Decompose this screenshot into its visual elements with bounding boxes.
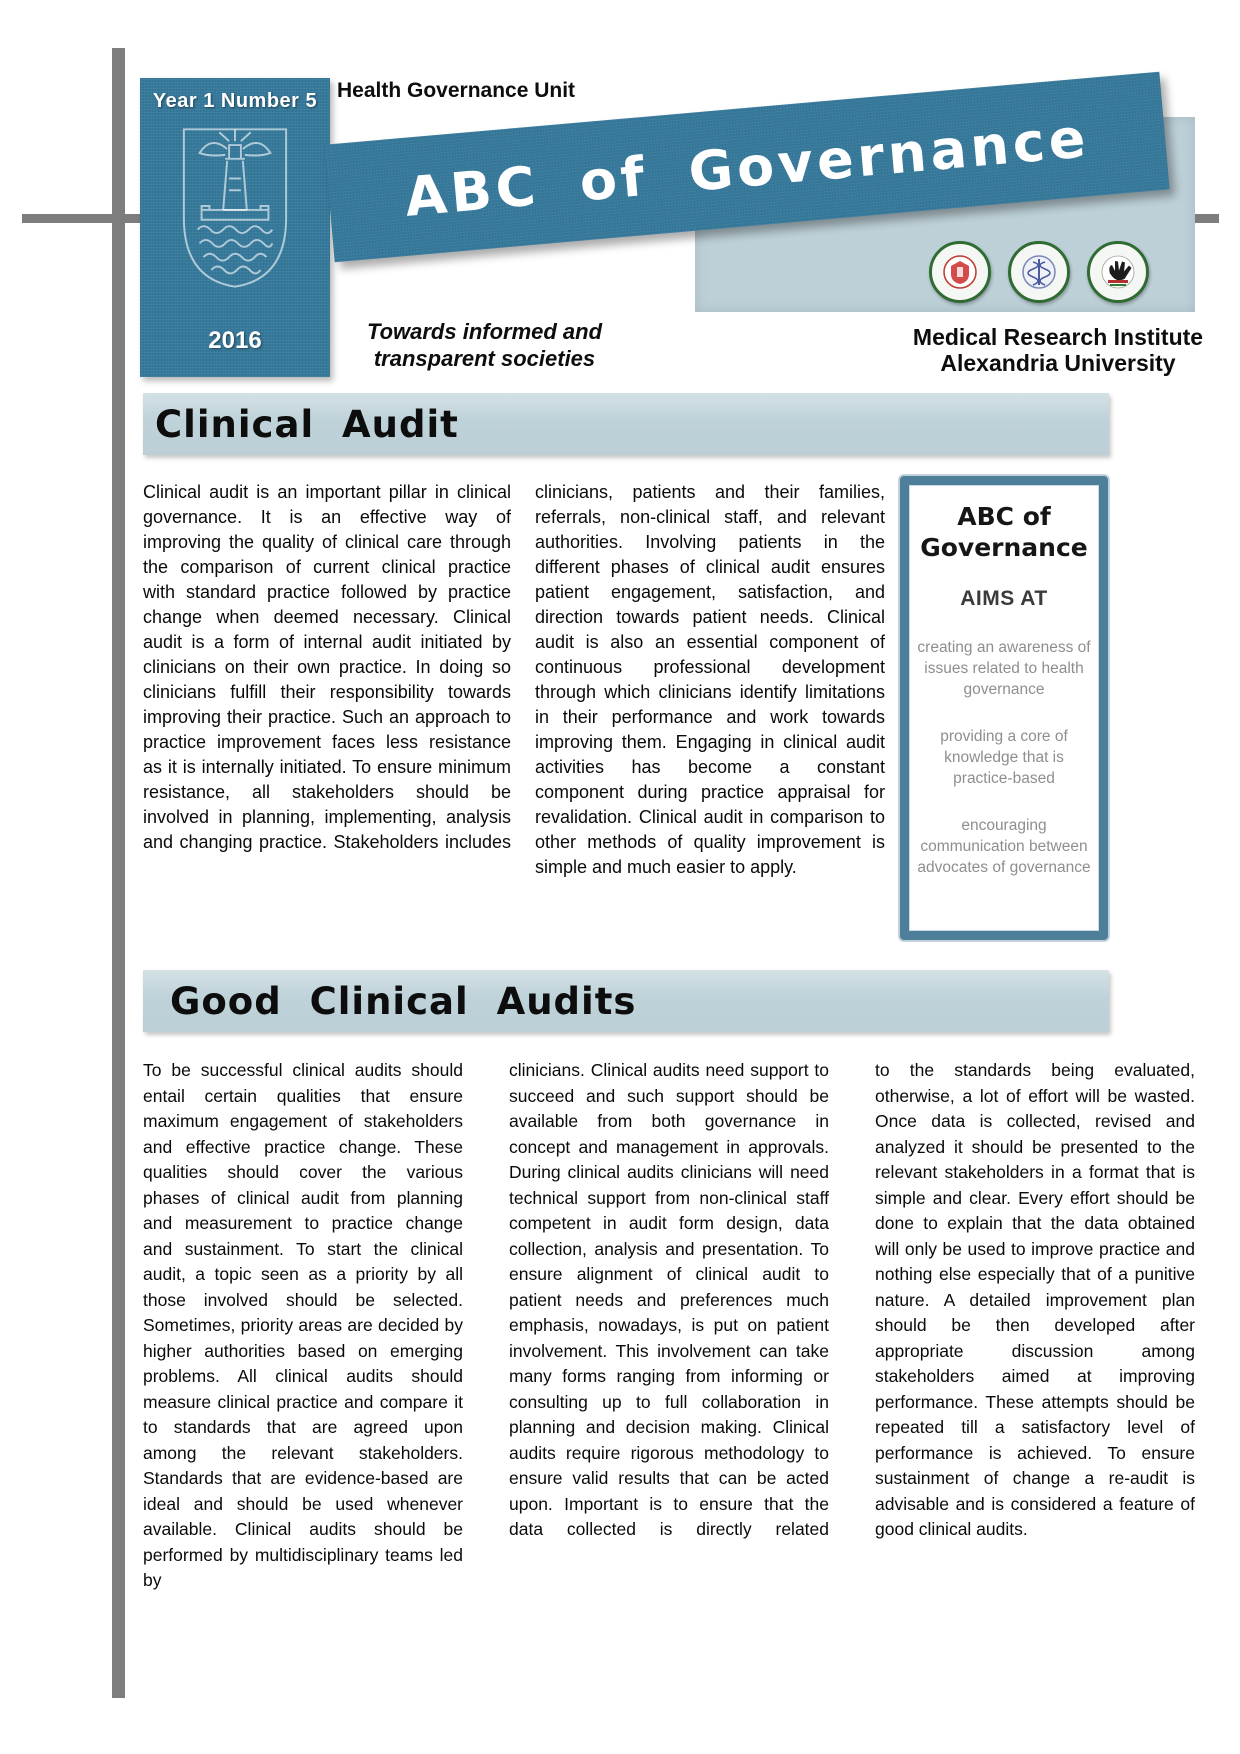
sidebar-subtitle: AIMS AT <box>960 587 1048 610</box>
red-crest-logo-icon <box>929 241 991 303</box>
issue-year: 2016 <box>208 327 262 354</box>
institute-line2: Alexandria University <box>940 350 1176 376</box>
tagline-line2: transparent societies <box>373 346 596 371</box>
banner-title: ABC of Governance <box>402 105 1092 229</box>
clinical-audit-column-1: Clinical audit is an important pillar in clinical governance. It is an effective way of improving the quality of clinical care through the comparison of current clinical practice with standard practice followed by practice change when deemed necessary. Clinical audit is a form of internal audit initiated by clinicians on their own practice. In doing so clinicians fulfill their responsibility towards improving their practice. Such an approach to practice improvement faces less resistance as it is internally initiated. To ensure minimum resistance, all stakeholders should be involved in planning, implementing, analysis and changing practice. Stakeholders includes <box>143 482 511 852</box>
good-audits-column-1: To be successful clinical audits should entail certain qualities that ensure maximum engagement of stakeholders and effective practice change. These qualities should cover the various phases of clinical audit from planning and measurement to practice change and sustainment. To start the clinical audit, a topic seen as a priority by all those involved should be selected. Sometimes, priority areas are decided by higher authorities based on emerging problems. All clinical audits should measure clinical practice and compare it to standards that are agreed upon among the relevant stakeholders. Standards that are evidence-based are ideal and should be used whenever available. Clinical audits should be performed by multidisciplinary teams led by <box>143 1060 463 1590</box>
left-horizontal-rule <box>22 214 142 223</box>
sidebar-title-line1: ABC of <box>957 502 1051 531</box>
cooperation-hand-logo-icon <box>1087 241 1149 303</box>
sidebar-title <box>915 501 1093 563</box>
clinical-audit-column-2: clinicians, patients and their families, referrals, non-clinical staff, and relevant authorities. Involving patients in the different phases of clinical audit ensures patient engagement, satisfaction, and direction towards patient needs. Clinical audit is also an essential component of continuous professional development through which clinicians identify limitations in their performance and work towards improving them. Engaging in clinical audit activities has become a constant component during practice appraisal for revalidation. Clinical audit in comparison to other methods of quality improvement is simple and much easier to apply. <box>535 482 885 877</box>
left-vertical-rule <box>112 48 125 1698</box>
good-clinical-audits-columns <box>143 1058 1195 1683</box>
sidebar-title-line2: Governance <box>920 533 1088 562</box>
good-audits-column-3: to the standards being evaluated, otherwise, a lot of effort will be wasted. Once data is collected, revised and analyzed it should be presented to the relevant stakeholders in a format that is simple and clear. Every effort should be done to explain that the data obtained will only be used to improve practice and nothing else especially that of a punitive nature. A detailed improvement plan should be then developed after appropriate discussion among stakeholders aimed at improving performance. These attempts should be repeated till a satisfactory level of performance is achieved. To ensure sustainment of change a re-audit is advisable and is considered a feature of good clinical audits. <box>875 1060 1195 1539</box>
clinical-audit-columns <box>143 480 885 938</box>
institute-name <box>880 324 1236 376</box>
aims-sidebar-box <box>900 476 1108 940</box>
section-header-good-clinical-audits <box>143 970 1109 1032</box>
logo-row <box>929 241 1149 303</box>
unit-name: Health Governance Unit <box>337 79 576 102</box>
section-header-clinical-audit <box>143 393 1109 455</box>
tagline <box>342 318 627 372</box>
tagline-line1: Towards informed and <box>366 319 603 344</box>
medical-caduceus-logo-icon <box>1008 241 1070 303</box>
section-title: Clinical Audit <box>155 402 459 446</box>
institute-line1: Medical Research Institute <box>912 324 1204 350</box>
lighthouse-shield-emblem-icon <box>140 121 330 298</box>
issue-box <box>140 78 330 377</box>
good-audits-column-2: clinicians. Clinical audits need support to succeed and such support should be available from both governance in concept and management in approvals. During clinical audits clinicians will need technical support from non-clinical staff competent in audit form design, data collection, analysis and presentation. To ensure alignment of clinical audit to patient needs and preferences much emphasis, nowadays, is put on patient involvement. This involvement can take many forms ranging from informing or consulting up to full collaboration in planning and decision making. Clinical audits require rigorous methodology to ensure valid results that can be acted upon. Important is to ensure that the data collected is directly related <box>509 1060 829 1539</box>
aim-item: creating an awareness of issues related to health governance <box>917 639 1091 698</box>
section-title: Good Clinical Audits <box>170 979 637 1023</box>
aim-item: encouraging communication between advocates of governance <box>917 817 1091 876</box>
aim-item: providing a core of knowledge that is practice-based <box>940 728 1068 787</box>
aims-list <box>915 637 1093 878</box>
issue-label: Year 1 Number 5 <box>152 90 318 112</box>
